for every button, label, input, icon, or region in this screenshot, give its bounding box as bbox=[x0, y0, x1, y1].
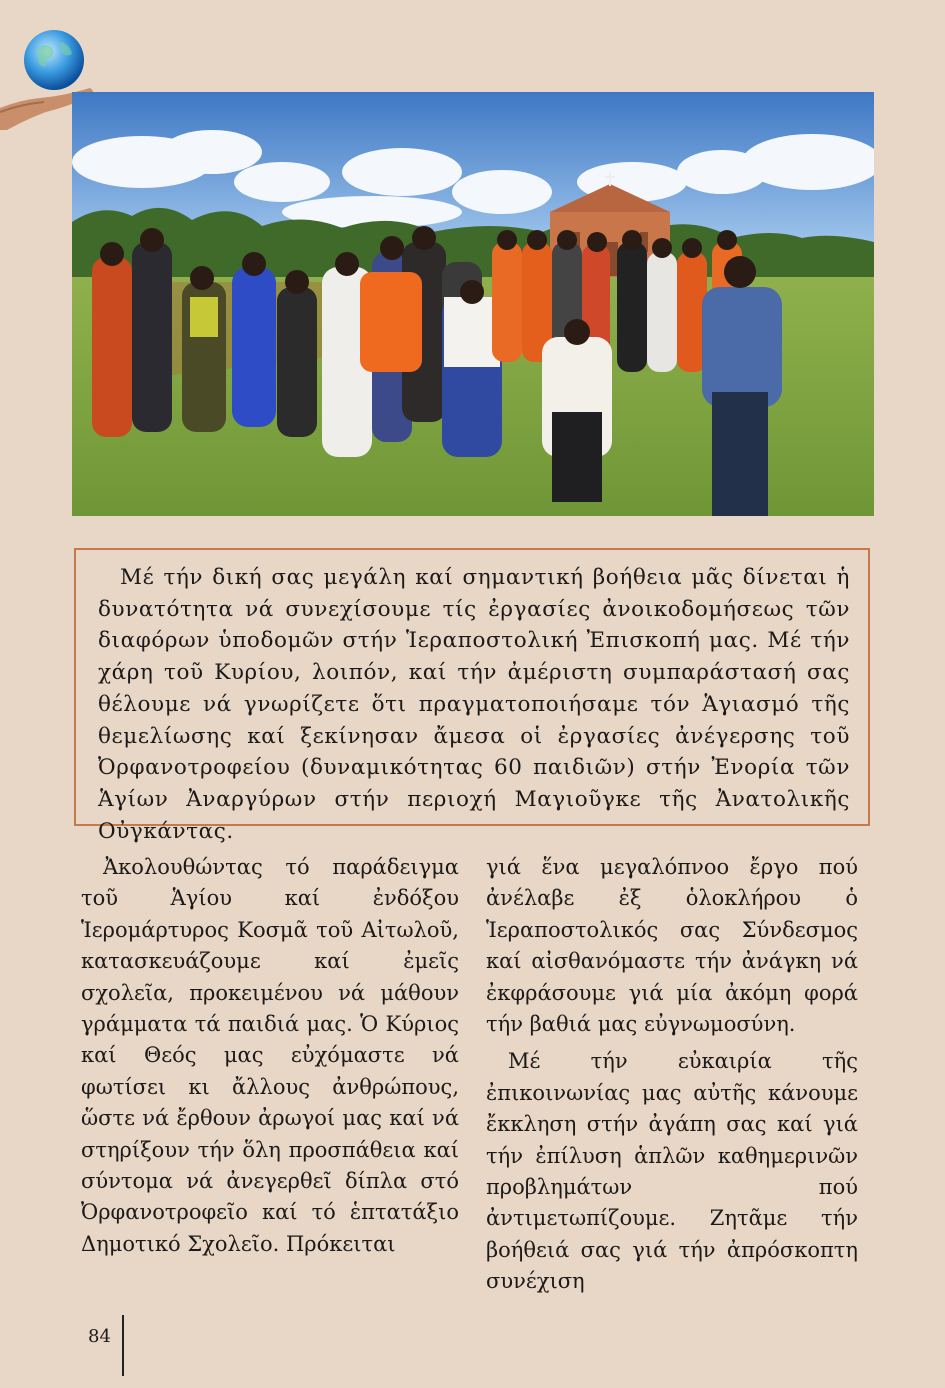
left-paragraph: Ἀκολουθώντας τό παράδειγμα τοῦ Ἁγίου καί ἐνδόξου Ἱερομάρτυρος Κοσμᾶ τοῦ Αἰτωλοῦ, κατασκευάζουμε καί ἐμεῖς σχολεῖα, προκειμένου νά μάθουν γράμματα τά παιδιά μας. Ὁ Κύριος καί Θεός μας εὐχόμαστε νά φωτίσει κι ἄλλους ἀνθρώπους, ὥστε νά ἔρθουν ἀρωγοί μας καί νά στηρίξουν τήν ὅλη προσπάθεια καί σύντομα νά ἀνεγερθεῖ δίπλα στό Ὀρφανοτροφεῖο καί τό ἑπτατάξιο Δημοτικό Σχολεῖο. Πρόκειται bbox=[81, 855, 459, 1256]
group-prayer-photo bbox=[72, 92, 874, 516]
page-number-rule bbox=[122, 1315, 124, 1376]
right-paragraph-1: γιά ἕνα μεγαλόπνοο ἔργο πού ἀνέλαβε ἐξ ὁλοκλήρου ὁ Ἱεραποστολικός σας Σύνδεσμος καί αἰσθανόμαστε τήν ἀνάγκη νά ἐκφράσουμε γιά μία ἀκόμη φορά τήν βαθιά μας εὐγνωμοσύνη. bbox=[486, 855, 858, 1037]
highlight-paragraph: Μέ τήν δική σας μεγάλη καί σημαντική βοήθεια μᾶς δίνεται ἡ δυνατότητα νά συνεχίσουμε τίς ἐργασίες ἀνοικοδομήσεως τῶν διαφόρων ὑποδομῶν στήν Ἱεραποστολική Ἐπισκοπή μας. Μέ τήν χάρη τοῦ Κυρίου, λοιπόν, καί τήν ἀμέριστη συμπαράστασή σας θέλουμε νά γνωρίζετε ὅτι πραγματοποιήσαμε τόν Ἁγιασμό τῆς θεμελίωσης καί ξεκίνησαν ἄμεσα οἱ ἐργασίες ἀνέγερσης τοῦ Ὀρφανοτροφείου (δυναμικότητας 60 παιδιῶν) στήν Ἐνορία τῶν Ἁγίων Ἀναργύρων στήν περιοχή Μαγιοῦγκε τῆς Ἀνατολικῆς Οὐγκάντας. bbox=[98, 565, 850, 844]
highlight-box bbox=[74, 548, 870, 844]
left-column bbox=[81, 852, 459, 1260]
right-column bbox=[486, 852, 858, 1298]
right-paragraph-2: Μέ τήν εὐκαιρία τῆς ἐπικοινωνίας μας αὐτῆς κάνουμε ἔκκληση στήν ἀγάπη σας καί γιά τήν ἐπίλυση ἁπλῶν καθημερινῶν προβλημάτων πού ἀντιμετωπίζουμε. Ζητᾶμε τήν βοήθειά σας γιά τήν ἀπρόσκοπτη συνέχιση bbox=[486, 1049, 858, 1294]
page-number: 84 bbox=[88, 1326, 111, 1347]
